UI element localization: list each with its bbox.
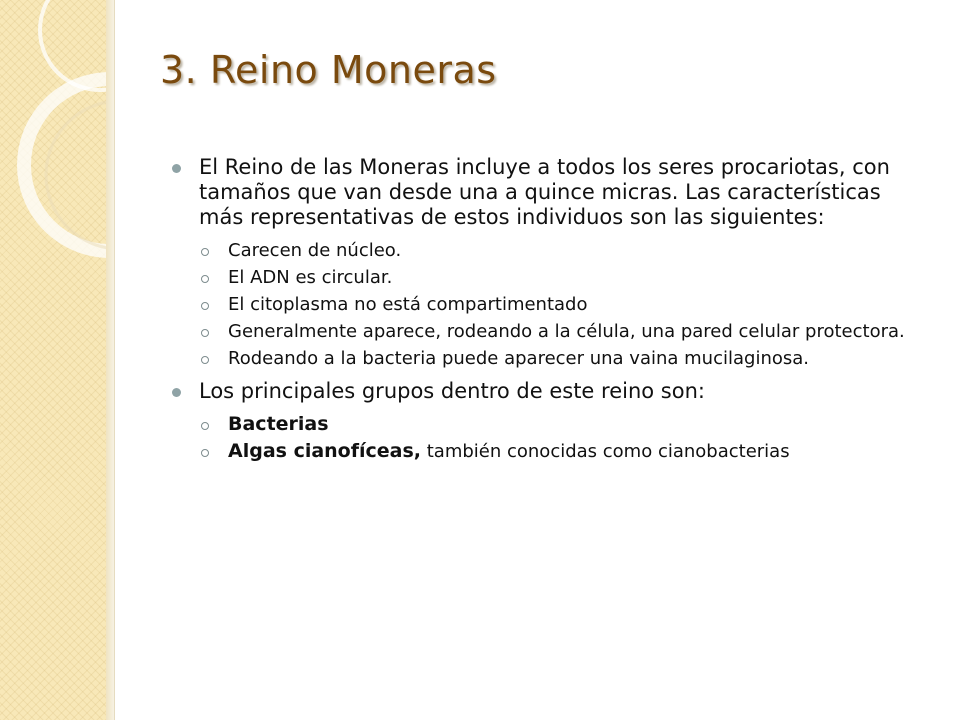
ring-bullet-icon bbox=[201, 422, 209, 430]
bullet-dot-icon bbox=[172, 388, 181, 397]
ring-bullet-icon bbox=[201, 302, 209, 310]
ring-bullet-icon bbox=[201, 329, 209, 337]
features-list bbox=[199, 240, 923, 369]
ring-bullet-icon bbox=[201, 275, 209, 283]
group-item: Algas cianofíceas, también conocidas como cianobacterias bbox=[199, 441, 923, 462]
side-band-edge bbox=[106, 0, 115, 720]
ring-bullet-icon bbox=[201, 248, 209, 256]
feature-item: El citoplasma no está compartimentado bbox=[199, 294, 923, 315]
decorative-side-band bbox=[0, 0, 106, 720]
ring-bullet-icon bbox=[201, 449, 209, 457]
bullet-groups bbox=[163, 379, 923, 462]
ring-bullet-icon bbox=[201, 356, 209, 364]
group-item: Bacterias bbox=[199, 414, 923, 435]
groups-intro-text: Los principales grupos dentro de este reino son: bbox=[199, 379, 705, 403]
slide-title: 3. Reino Moneras bbox=[160, 48, 497, 92]
bullet-dot-icon bbox=[172, 164, 181, 173]
main-bullet-list bbox=[163, 155, 923, 462]
slide-content bbox=[163, 155, 923, 472]
feature-item: Rodeando a la bacteria puede aparecer una vaina mucilaginosa. bbox=[199, 348, 923, 369]
groups-list bbox=[199, 414, 923, 462]
feature-item: El ADN es circular. bbox=[199, 267, 923, 288]
intro-text: El Reino de las Moneras incluye a todos los seres procariotas, con tamaños que van desde una a quince micras. Las características más representativas de estos individuos son las siguientes: bbox=[199, 155, 890, 229]
feature-item: Generalmente aparece, rodeando a la célula, una pared celular protectora. bbox=[199, 321, 923, 342]
feature-item: Carecen de núcleo. bbox=[199, 240, 923, 261]
bullet-intro bbox=[163, 155, 923, 369]
decorative-circles bbox=[0, 0, 106, 720]
